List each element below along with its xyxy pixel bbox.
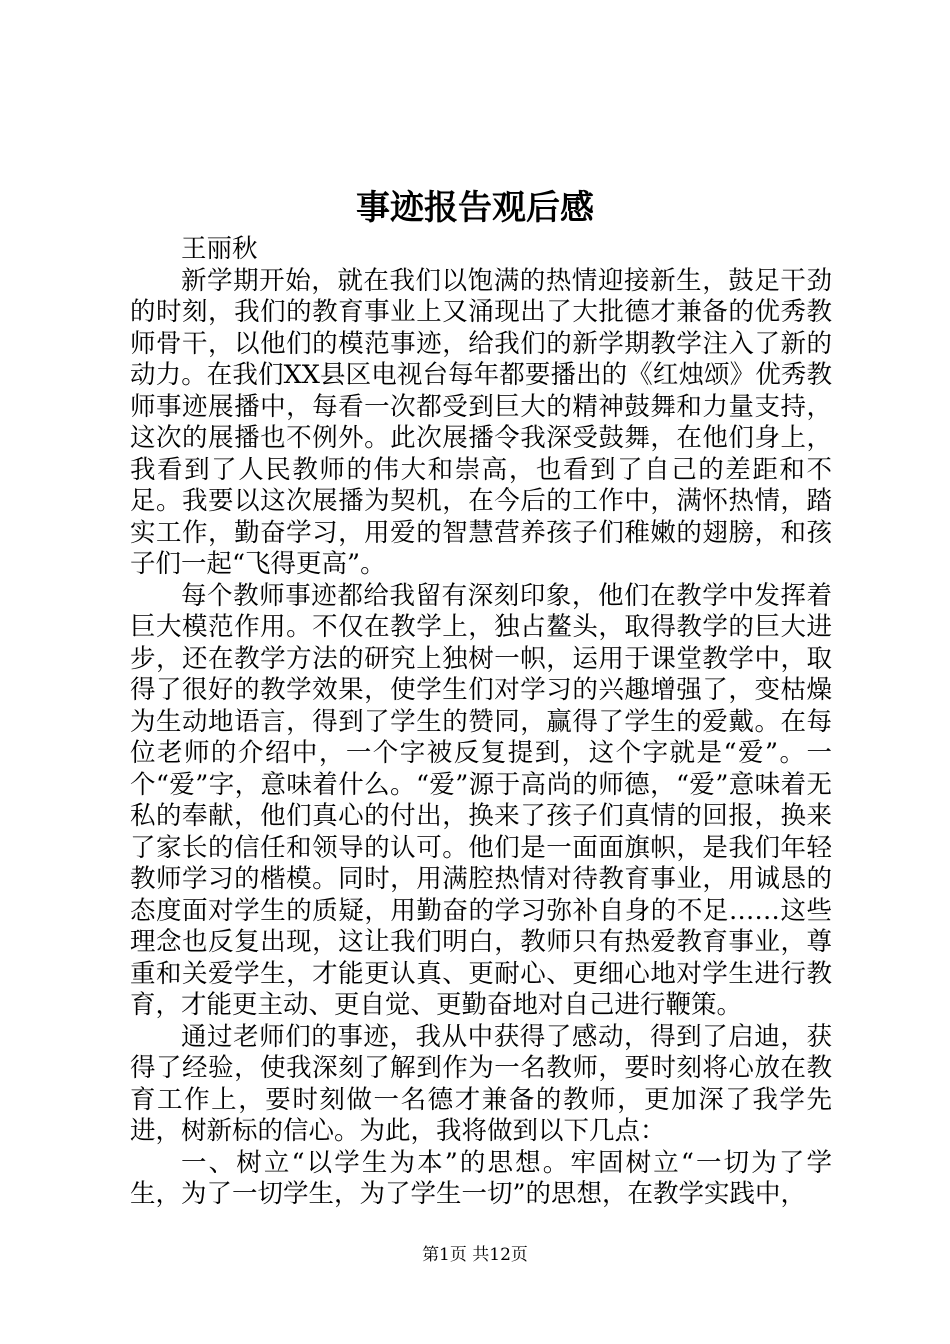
document-title: 事迹报告观后感 <box>356 188 594 228</box>
paragraph-2: 每个教师事迹都给我留有深刻印象，他们在教学中发挥着巨大模范作用。不仅在教学上，独占鳌头，取得教学的巨大进步，还在教学方法的研究上独树一帜，运用于课堂教学中，取得了很好的教学效果，使学生们对学习的兴趣增强了，变枯燥为生动地语言，得到了学生的赞同，赢得了学生的爱戴。在每位老师的介绍中，一个字被反复提到，这个字就是“爱”。一个“爱”字，意味着什么。“爱”源于高尚的师德，“爱”意味着无私的奉献，他们真心的付出，换来了孩子们真情的回报，换来了家长的信任和领导的认可。他们是一面面旗帜，是我们年轻教师学习的楷模。同时，用满腔热情对待教育事业，用诚恳的态度面对学生的质疑，用勤奋的学习弥补自身的不足……这些理念也反复出现，这让我们明白，教师只有热爱教育事业，尊重和关爱学生，才能更认真、更耐心、更细心地对学生进行教育，才能更主动、更自觉、更勤奋地对自己进行鞭策。 <box>130 580 832 1020</box>
author-name: 王丽秋 <box>181 234 258 264</box>
page-footer: 第1页 共12页 <box>422 1245 528 1265</box>
paragraph-4: 一、树立“以学生为本”的思想。牢固树立“一切为了学生，为了一切学生，为了学生一切”的思想，在教学实践中， <box>130 1147 832 1209</box>
document-body <box>130 234 832 1211</box>
paragraph-1: 新学期开始，就在我们以饱满的热情迎接新生，鼓足干劲的时刻，我们的教育事业上又涌现出了大批德才兼备的优秀教师骨干，以他们的模范事迹，给我们的新学期教学注入了新的动力。在我们XX县区电视台每年都要播出的《红烛颂》优秀教师事迹展播中，每看一次都受到巨大的精神鼓舞和力量支持，这次的展播也不例外。此次展播令我深受鼓舞，在他们身上，我看到了人民教师的伟大和崇高，也看到了自己的差距和不足。我要以这次展播为契机，在今后的工作中，满怀热情，踏实工作，勤奋学习，用爱的智慧营养孩子们稚嫩的翅膀，和孩子们一起“飞得更高”。 <box>130 265 832 579</box>
paragraph-3: 通过老师们的事迹，我从中获得了感动，得到了启迪，获得了经验，使我深刻了解到作为一名教师，要时刻将心放在教育工作上，要时刻做一名德才兼备的教师，更加深了我学先进，树新标的信心。为此，我将做到以下几点： <box>130 1021 832 1146</box>
